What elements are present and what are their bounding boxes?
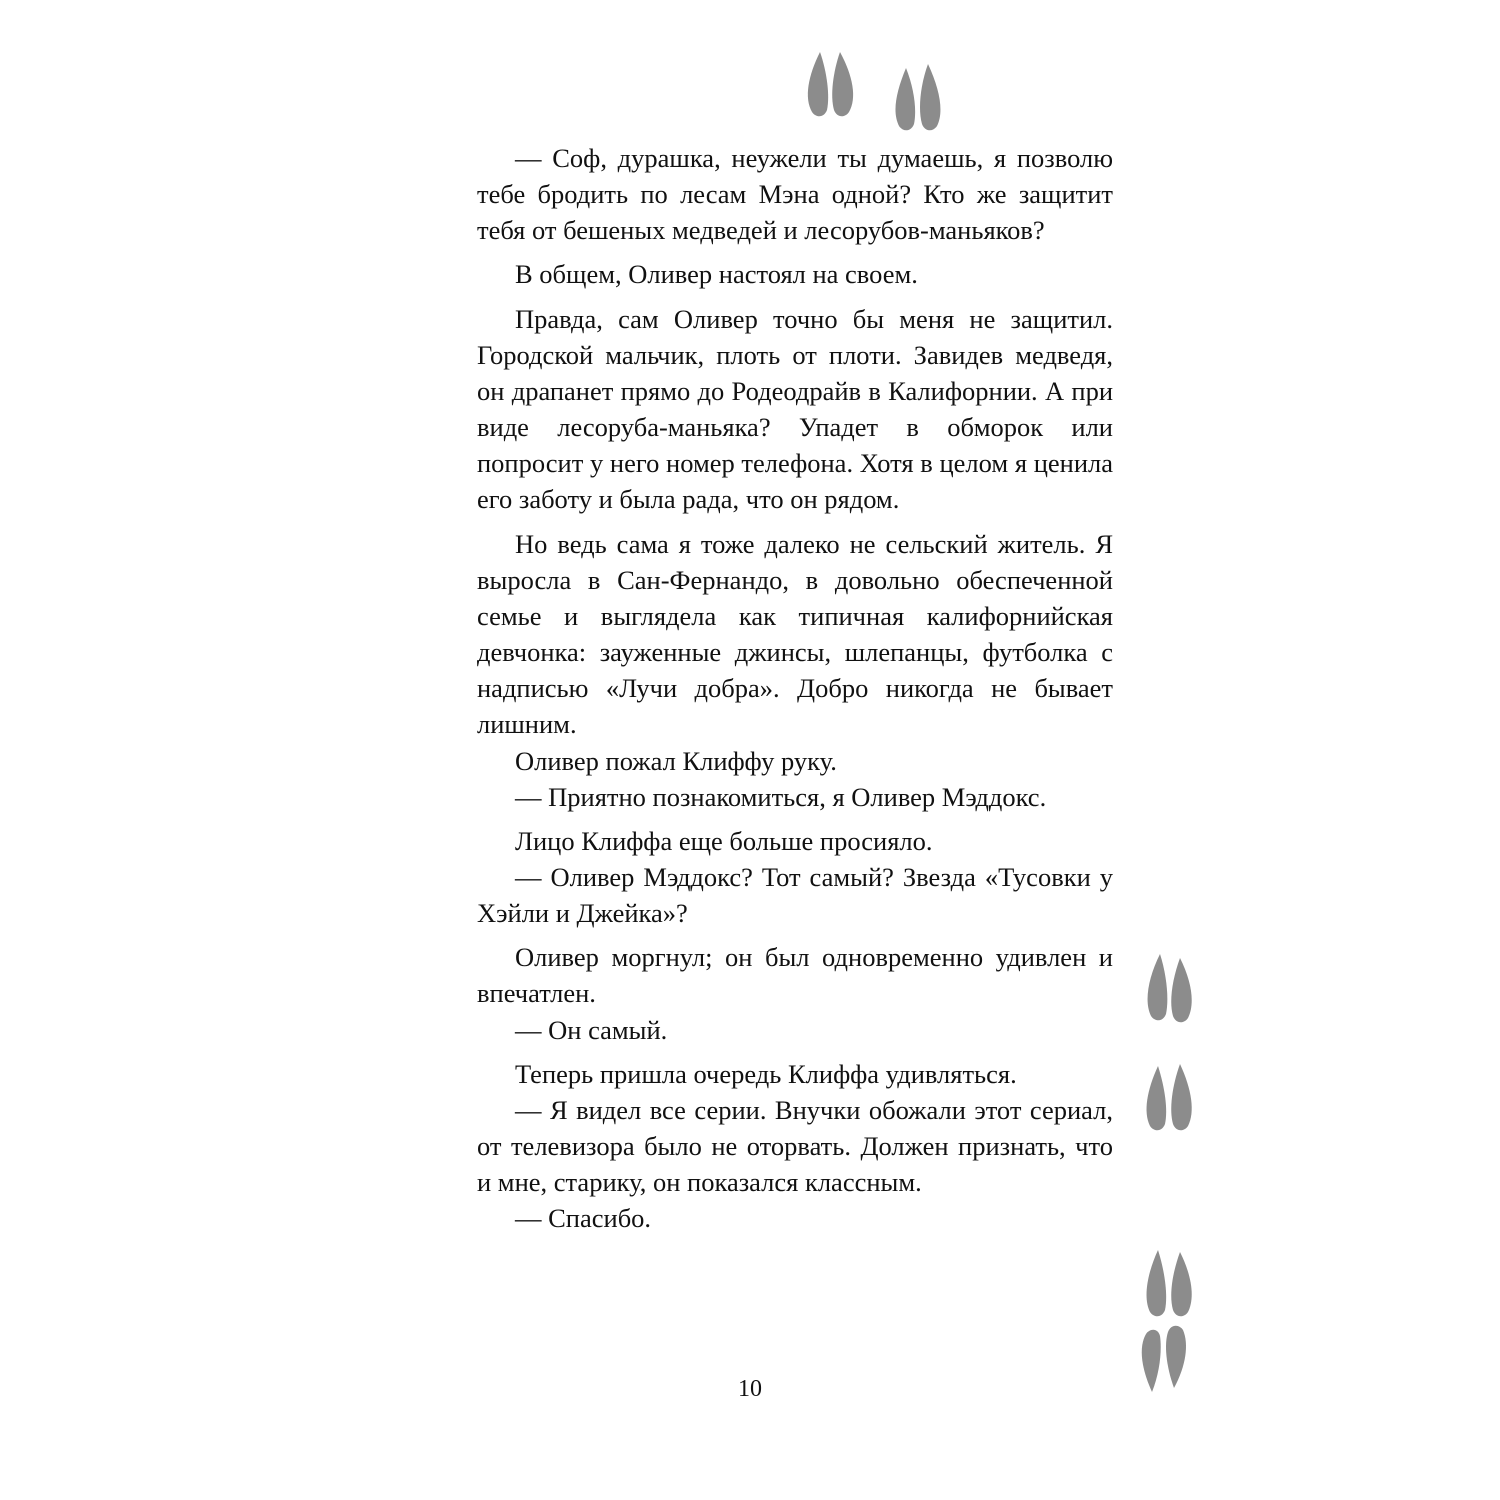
paragraph: Оливер моргнул; он был одновременно удивлен и впечатлен. (477, 942, 1113, 1009)
paragraph: В общем, Оливер настоял на своем. (515, 259, 918, 290)
page-number: 10 (738, 1376, 762, 1402)
paragraph: — Я видел все серии. Внучки обожали этот сериал, от телевизора было не оторвать. Должен признать, что и мне, старику, он показался классным. (477, 1094, 1113, 1198)
animal-track-icon (800, 48, 862, 120)
paragraph: Но ведь сама я тоже далеко не сельский житель. Я выросла в Сан-Фернандо, в довольно обеспеченной семье и выглядела как типичная калифорнийская девчонка: зауженные джинсы, шлепанцы, футболка с надписью «Лучи добра». Добро никогда не бывает лишним. (477, 528, 1113, 740)
animal-track-icon (888, 62, 948, 134)
animal-track-icon (1138, 1060, 1200, 1136)
paragraph: — Соф, дурашка, неужели ты думаешь, я позволю тебе бродить по лесам Мэна одной? Кто же защитит тебя от бешеных медведей и лесорубов-маньяков? (477, 143, 1113, 246)
paragraph: — Спасибо. (515, 1203, 652, 1234)
paragraph: — Оливер Мэддокс? Тот самый? Звезда «Тусовки у Хэйли и Джейка»? (477, 861, 1113, 929)
paragraph: — Приятно познакомиться, я Оливер Мэддокс. (515, 781, 1047, 812)
animal-track-icon (1138, 950, 1200, 1026)
paragraph: — Он самый. (515, 1014, 668, 1045)
paragraph: Теперь пришла очередь Клиффа удивляться. (515, 1058, 1017, 1089)
paragraph: Лицо Клиффа еще больше просияло. (515, 825, 933, 856)
animal-track-icon (1138, 1246, 1200, 1322)
paragraph: Оливер пожал Клиффу руку. (515, 745, 837, 776)
paragraph: Правда, сам Оливер точно бы меня не защитил. Городской мальчик, плоть от плоти. Завидев медведя, он драпанет прямо до Родеодрайв в Калифорнии. А при виде лесоруба-маньяка? Упадет в обморок или попросит у него номер телефона. Хотя в целом я ценила его заботу и была рада, что он рядом. (477, 303, 1113, 515)
body-text (477, 140, 1113, 1237)
